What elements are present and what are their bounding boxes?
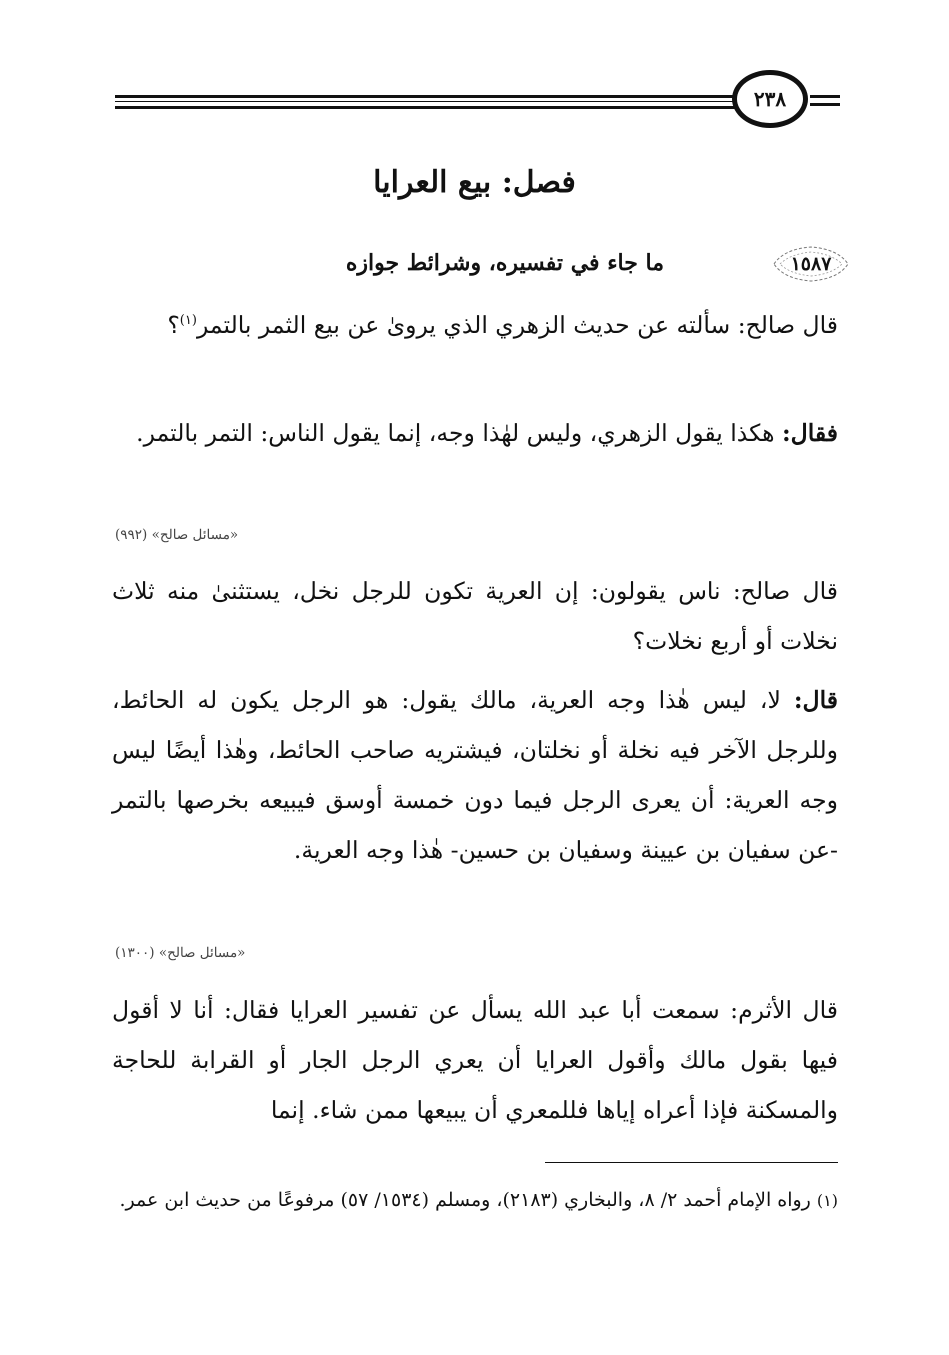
- header-rule-middle: [115, 101, 735, 102]
- paragraph-tail: ؟: [167, 311, 180, 339]
- footnote-rule: [545, 1162, 838, 1163]
- footnote: [112, 1180, 838, 1221]
- page-number: ٢٣٨: [732, 70, 808, 128]
- source-citation: «مسائل صالح» (٩٩٢): [115, 527, 239, 543]
- header-rule-top: [115, 95, 735, 98]
- section-number: ١٥٨٧: [790, 253, 832, 275]
- paragraph-1: [112, 300, 838, 350]
- paragraph-5: [112, 985, 838, 1135]
- section-number-emblem: [770, 243, 852, 285]
- paragraph-text: قال صالح: ناس يقولون: إن العرية تكون للرجل نخل، يستثنىٰ منه ثلاث نخلات أو أربع نخلات؟: [112, 577, 838, 655]
- paragraph-text: هكذا يقول الزهري، وليس لهٰذا وجه، إنما يقول الناس: التمر بالتمر.: [136, 419, 782, 447]
- section-title: ما جاء في تفسيره، وشرائط جوازه: [345, 250, 664, 276]
- paragraph-text: قال الأثرم: سمعت أبا عبد الله يسأل عن تفسير العرايا فقال: أنا لا أقول فيها بقول مالك وأقول العرايا أن يعري الرجل الجار أو القرابة للحاجة والمسكنة فإذا أعراه إياها فللمعري أن يبيعها ممن شاء. إنما: [112, 996, 838, 1124]
- paragraph-2: [112, 408, 838, 458]
- chapter-title: فصل: بيع العرايا: [373, 165, 576, 200]
- source-citation: «مسائل صالح» (١٣٠٠): [115, 945, 246, 961]
- paragraph-text: قال صالح: سألته عن حديث الزهري الذي يروىٰ عن بيع الثمر بالتمر: [196, 311, 838, 339]
- paragraph-text: لا، ليس هٰذا وجه العرية، مالك يقول: هو الرجل يكون له الحائط، وللرجل الآخر فيه نخلة أو نخلتان، فيشتريه صاحب الحائط، وهٰذا أيضًا ليس وجه العرية: أن يعرى الرجل فيما دون خمسة أوسق فيبيعه بخرصها بالتمر -عن سفيان بن عيينة وسفيان بن حسين- هٰذا وجه العرية.: [112, 686, 838, 864]
- paragraph-lead: قال:: [793, 686, 838, 714]
- paragraph-lead: فقال:: [781, 419, 838, 447]
- footnote-ref: (١): [179, 313, 197, 329]
- paragraph-3: [112, 566, 838, 666]
- header-rule-stub: [810, 95, 840, 106]
- paragraph-4: [112, 675, 838, 875]
- footnote-mark: (١): [816, 1191, 838, 1210]
- footnote-text: رواه الإمام أحمد ٢/ ٨، والبخاري (٢١٨٣)، ومسلم (١٥٣٤/ ٥٧) مرفوعًا من حديث ابن عمر.: [119, 1189, 811, 1211]
- header-rule-bottom: [115, 106, 735, 109]
